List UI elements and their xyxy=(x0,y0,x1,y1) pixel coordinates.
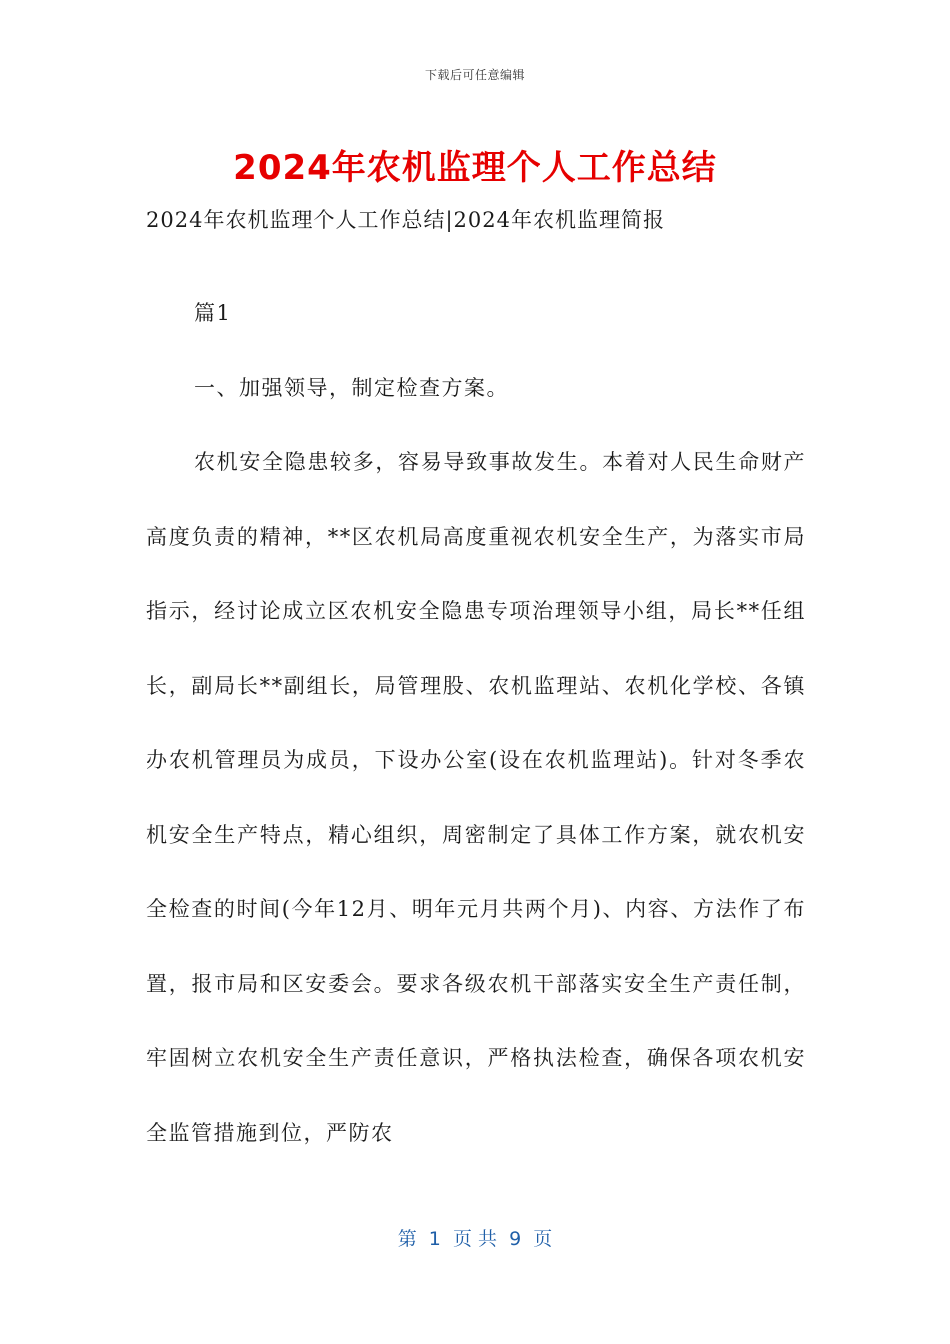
document-subtitle: 2024年农机监理个人工作总结|2024年农机监理简报 xyxy=(146,208,665,232)
document-body xyxy=(146,276,806,1170)
page-footer: 第 1 页 共 9 页 xyxy=(397,1228,553,1250)
header-note: 下载后可任意编辑 xyxy=(424,68,525,82)
document-title: 2024年农机监理个人工作总结 xyxy=(233,148,717,188)
body-paragraph: 农机安全隐患较多，容易导致事故发生。本着对人民生命财产高度负责的精神，**区农机局高度重视农机安全生产，为落实市局指示，经讨论成立区农机安全隐患专项治理领导小组，局长**任组长，副局长**副组长，局管理股、农机监理站、农机化学校、各镇办农机管理员为成员，下设办公室(设在农机监理站)。针对冬季农机安全生产特点，精心组织，周密制定了具体工作方案，就农机安全检查的时间(今年12月、明年元月共两个月)、内容、方法作了布置，报市局和区安委会。要求各级农机干部落实安全生产责任制，牢固树立农机安全生产责任意识，严格执法检查，确保各项农机安全监管措施到位，严防农 xyxy=(146,450,806,1145)
section-label: 篇1 xyxy=(194,301,232,325)
section-heading: 一、加强领导，制定检查方案。 xyxy=(194,375,509,400)
